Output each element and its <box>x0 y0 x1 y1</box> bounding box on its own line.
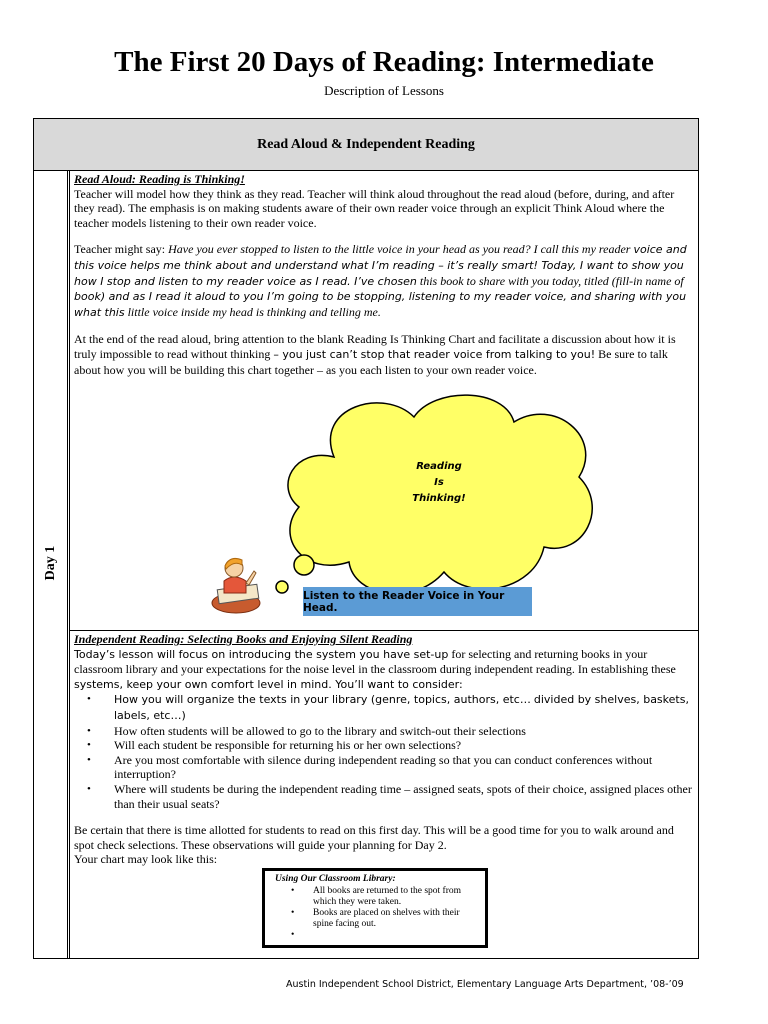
teacher-script-part3: this book to share with you today, titled (fill-in name of <box>419 273 684 288</box>
discussion-part2: – you just can’t stop that reader voice from talking to you! <box>273 347 596 361</box>
page-footer: Austin Independent School District, Elementary Language Arts Department, ’08-’09 <box>286 979 684 990</box>
cloud-line-3: Thinking! <box>412 493 466 504</box>
column-divider <box>69 171 70 958</box>
cloud-line-1: Reading <box>416 461 462 472</box>
row-divider <box>69 630 698 631</box>
classroom-library-chart <box>262 868 488 948</box>
lesson-table <box>33 118 699 959</box>
read-aloud-heading: Read Aloud: Reading is Thinking! <box>74 172 245 186</box>
list-item <box>74 692 694 723</box>
bullet1-part2: divided by shelves, baskets, labels, etc…) <box>114 693 689 722</box>
intro-part2: for selecting and returning books in your classroom library and your expectations for the noise level in the classroom during independent reading. In establishing these <box>74 646 676 677</box>
discussion-part1: At the end of the read aloud, bring attention to the blank Reading Is Thinking Chart and facilitate a discussion about how it is truly impossible to read without thinking <box>74 332 676 361</box>
considerations-list <box>74 692 694 811</box>
cloud-line-2: Is <box>434 477 444 488</box>
thought-cloud <box>274 387 604 617</box>
intro-part1: Today’s lesson will focus on introducing the system you have set-up <box>74 647 449 661</box>
list-item: • Will each student be responsible for returning his or her own selections? <box>74 738 694 753</box>
chart-title: Using Our Classroom Library: <box>275 874 396 884</box>
page-title: The First 20 Days of Reading: Intermediate <box>114 46 654 78</box>
list-item: • All books are returned to the spot from which they were taken. <box>271 886 479 908</box>
day-label: Day 1 <box>43 545 58 581</box>
discussion-paragraph <box>74 332 694 377</box>
student-icon <box>206 551 268 617</box>
page-subtitle: Description of Lessons <box>324 83 444 98</box>
teacher-script-intro: Teacher might say: <box>74 242 166 257</box>
list-item <box>271 930 479 941</box>
list-item: • How often students will be allowed to go to the library and switch-out their selections <box>74 724 694 739</box>
chart-list <box>271 886 479 941</box>
read-aloud-section <box>74 172 694 377</box>
teacher-script-part2: voice and this voice helps me think about and understand what I’m reading – it’s really smart! Today, I want to show you how I stop and listen to my reader voice as I read. I’ve chosen <box>74 243 687 288</box>
teacher-script-part5: little voice inside my head is thinking and telling me. <box>127 304 381 319</box>
section-header: Read Aloud & Independent Reading <box>34 119 698 171</box>
day-column <box>34 171 68 958</box>
reading-student-illustration <box>206 551 268 617</box>
read-aloud-paragraph: Teacher will model how they think as they read. Teacher will think aloud throughout the read aloud (before, during, and after they read). The emphasis is on making students aware of their own reader voice through an explicit Think Aloud where the teacher models listening to their own reader voice. <box>74 186 675 230</box>
teacher-script-part4: book) and as I read it aloud to you I’m going to be stopping, listening to my reader voice, and sharing with you what this <box>74 290 687 319</box>
list-item: • Books are placed on shelves with their spine facing out. <box>271 908 479 930</box>
discussion-part3: Be sure to talk about how you will be building this chart together – as you each listen to your own reader voice. <box>74 346 668 377</box>
teacher-script-part1: Have you ever stopped to listen to the little voice in your head as you read? I call this my reader <box>168 242 631 257</box>
cloud-text <box>374 459 504 507</box>
reader-voice-banner: Listen to the Reader Voice in Your Head. <box>303 587 532 616</box>
independent-heading: Independent Reading: Selecting Books and Enjoying Silent Reading <box>74 632 413 646</box>
list-item: • Where will students be during the independent reading time – assigned seats, spots of their choice, assigned places other than their usual seats? <box>74 782 694 811</box>
closing-paragraph: Be certain that there is time allotted for students to read on this first day. This will be a good time for you to walk around and spot check selections. These observations will guide your planning for Day 2. <box>74 823 674 852</box>
independent-reading-section <box>74 632 694 867</box>
teacher-script <box>74 242 694 320</box>
independent-intro <box>74 647 694 693</box>
intro-part3: systems, keep your own comfort level in mind. You’ll want to consider: <box>74 677 463 691</box>
chart-intro: Your chart may look like this: <box>74 852 218 867</box>
bullet1-part1: How you will organize the texts in your library (genre, topics, authors, etc… <box>114 693 531 707</box>
list-item: • Are you most comfortable with silence during independent reading so that you can conduct conferences without interruption? <box>74 753 694 782</box>
